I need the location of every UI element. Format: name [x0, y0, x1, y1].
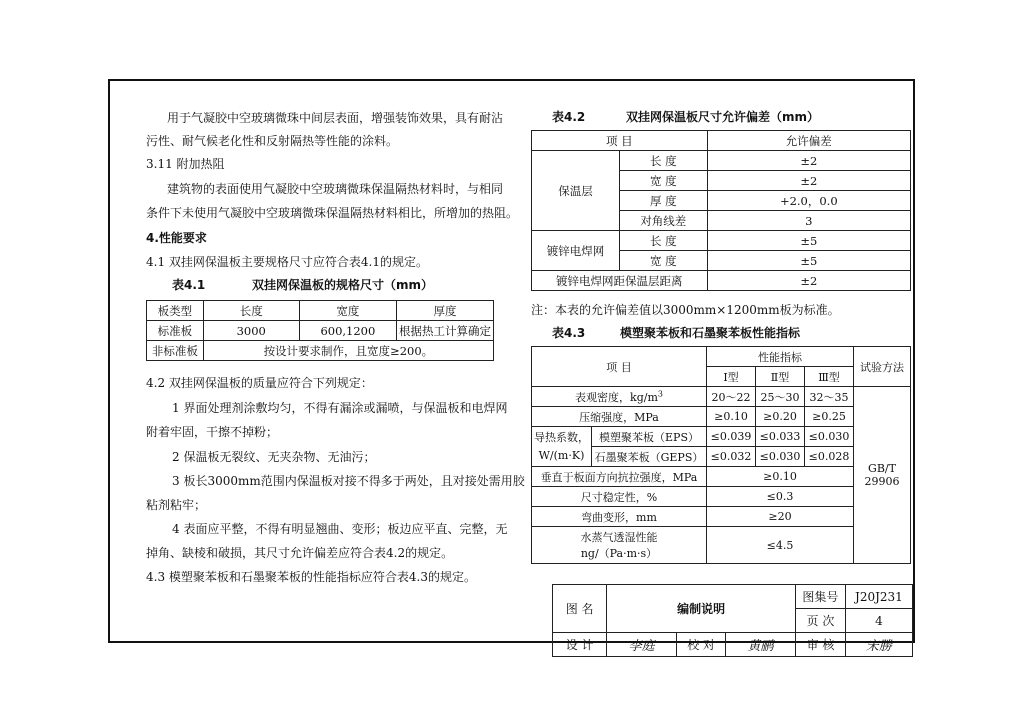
t41-cell: 600,1200 [299, 321, 396, 341]
t42-cell: 长 度 [620, 151, 708, 171]
t42-cell: ±5 [707, 251, 910, 271]
table-4-3 [531, 346, 911, 564]
item4-line2: 掉角、缺棱和破损，其尺寸允许偏差应符合表4.2的规定。 [146, 546, 454, 560]
t43-cell: ≤0.030 [756, 447, 805, 467]
t43-cell: ≤0.039 [707, 427, 756, 447]
t43-cond-line1: 导热系数， [534, 430, 589, 444]
section-4-2: 4.2 双挂网保温板的质量应符合下列规定： [146, 376, 373, 390]
t43-cell: ≤0.3 [707, 487, 854, 507]
t43-row-label: 尺寸稳定性，% [532, 487, 707, 507]
item3-line1: 3 板长3000mm范围内保温板对接不得多于两处，且对接处需用胶 [172, 474, 525, 488]
checker-signature: 黄鹂 [726, 633, 796, 657]
table-4-1 [146, 300, 494, 361]
t43-cell: ≥0.10 [707, 407, 756, 427]
para1-line1: 用于气凝胶中空玻璃微珠中间层表面，增强装饰效果，具有耐沾 [167, 111, 504, 125]
t42-cell: ±2 [707, 271, 910, 291]
reviewer-signature: 宋勝 [845, 633, 912, 657]
t41-cell: 根据热工计算确定 [397, 321, 494, 341]
t43-cell: ≤0.032 [707, 447, 756, 467]
table-4-3-title: 模塑聚苯板和石墨聚苯板性能指标 [620, 326, 801, 340]
tb-label-review: 审 核 [796, 633, 846, 657]
t43-row-label: 压缩强度，MPa [532, 407, 707, 427]
t43-density-label: 表观密度，kg/m [575, 390, 658, 404]
t42-cell: 3 [707, 211, 910, 231]
t41-header: 板类型 [147, 301, 204, 321]
section-4-heading: 4.性能要求 [146, 231, 207, 245]
para1-line2: 污性、耐气候老化性和反射隔热等性能的涂料。 [146, 134, 399, 148]
t41-cell: 标准板 [147, 321, 204, 341]
t43-cell: 25～30 [756, 387, 805, 407]
item1-line1: 1 界面处理剂涂敷均匀，不得有漏涂或漏喷，与保温板和电焊网 [172, 401, 508, 415]
section-4-1: 4.1 双挂网保温板主要规格尺寸应符合表4.1的规定。 [146, 255, 428, 269]
t42-cell: 宽 度 [620, 251, 708, 271]
tb-label-page: 页 次 [796, 609, 846, 633]
section-3-11: 3.11 附加热阻 [146, 157, 225, 171]
t43-row-label [532, 387, 707, 407]
item4-line1: 4 表面应平整，不得有明显翘曲、变形；板边应平直、完整，无 [172, 522, 508, 536]
item1-line2: 附着牢固，干擦不掉粉； [146, 425, 279, 439]
t42-cell: ±2 [707, 151, 910, 171]
t43-header: Ⅱ型 [756, 367, 805, 387]
t41-header: 宽度 [299, 301, 396, 321]
t43-row-label [532, 527, 707, 564]
t42-header: 项 目 [532, 131, 708, 151]
t43-density-sup: 3 [657, 388, 663, 398]
t43-cell: ≤0.030 [805, 427, 854, 447]
t42-cell: 镀锌电焊网距保温层距离 [532, 271, 708, 291]
t43-cond-line2: W/(m·K) [538, 448, 585, 462]
t43-vapor-line1: 水蒸气透湿性能 [580, 531, 658, 544]
t43-header: Ⅲ型 [805, 367, 854, 387]
t43-method-line2: 29906 [864, 475, 900, 488]
t43-header: 性能指标 [707, 347, 854, 367]
t42-group: 镀锌电焊网 [532, 231, 620, 271]
tb-label-design: 设 计 [553, 633, 607, 657]
table-4-2-title: 双挂网保温板尺寸允许偏差（mm） [626, 110, 820, 124]
drawing-name: 编制说明 [607, 585, 796, 633]
table-4-2 [531, 130, 911, 291]
atlas-number: J20J231 [845, 585, 912, 609]
t42-cell: 厚 度 [620, 191, 708, 211]
t43-method-line1: GB/T [868, 462, 896, 475]
t43-cell: ≥0.10 [707, 467, 854, 487]
tb-label-name: 图 名 [553, 585, 607, 633]
t41-cell: 非标准板 [147, 341, 204, 361]
t42-header: 允许偏差 [707, 131, 910, 151]
t43-vapor-line2: ng/（Pa·m·s） [580, 547, 658, 560]
t43-cell: ≤0.028 [805, 447, 854, 467]
t43-header: 试验方法 [854, 347, 911, 387]
t43-cell: ≤0.033 [756, 427, 805, 447]
t43-cell: ≥20 [707, 507, 854, 527]
t43-cell: ≥0.25 [805, 407, 854, 427]
t41-cell: 3000 [203, 321, 299, 341]
t42-cell: 长 度 [620, 231, 708, 251]
table-4-2-number: 表4.2 [552, 110, 586, 124]
t43-cell: 20～22 [707, 387, 756, 407]
t41-cell: 按设计要求制作，且宽度≥200。 [203, 341, 493, 361]
t43-cell: ≥0.20 [756, 407, 805, 427]
t42-cell: ±5 [707, 231, 910, 251]
t42-cell: ±2 [707, 171, 910, 191]
para2-line1: 建筑物的表面使用气凝胶中空玻璃微珠保温隔热材料时，与相同 [167, 182, 504, 196]
tb-label-atlas: 图集号 [796, 585, 846, 609]
table-4-1-number: 表4.1 [172, 278, 206, 292]
t43-cell: 32～35 [805, 387, 854, 407]
t41-header: 长度 [203, 301, 299, 321]
t43-row-label: 弯曲变形，mm [532, 507, 707, 527]
t43-row-label: 石墨聚苯板（GEPS） [592, 447, 707, 467]
t43-method [854, 387, 911, 564]
section-4-3: 4.3 模塑聚苯板和石墨聚苯板的性能指标应符合表4.3的规定。 [146, 570, 476, 584]
t43-row-label: 垂直于板面方向抗拉强度，MPa [532, 467, 707, 487]
t43-row-label: 模塑聚苯板（EPS） [592, 427, 707, 447]
t43-header: 项 目 [532, 347, 707, 387]
item2: 2 保温板无裂纹、无夹杂物、无油污； [172, 450, 376, 464]
t43-row-label [532, 427, 592, 467]
t42-group: 保温层 [532, 151, 620, 231]
table-4-1-title: 双挂网保温板的规格尺寸（mm） [252, 278, 434, 292]
t42-cell: 对角线差 [620, 211, 708, 231]
para2-line2: 条件下未使用气凝胶中空玻璃微珠保温隔热材料相比，所增加的热阻。 [146, 206, 519, 220]
tb-label-check: 校 对 [677, 633, 726, 657]
item3-line2: 粘剂粘牢； [146, 498, 207, 512]
t42-cell: +2.0，0.0 [707, 191, 910, 211]
t43-header: Ⅰ型 [707, 367, 756, 387]
table-4-2-note: 注：本表的允许偏差值以3000mm×1200mm板为标准。 [531, 303, 840, 317]
title-block [552, 584, 913, 657]
t42-cell: 宽 度 [620, 171, 708, 191]
t41-header: 厚度 [397, 301, 494, 321]
designer-signature: 李庭 [607, 633, 677, 657]
page-number: 4 [845, 609, 912, 633]
table-4-3-number: 表4.3 [552, 326, 586, 340]
t43-cell: ≤4.5 [707, 527, 854, 564]
